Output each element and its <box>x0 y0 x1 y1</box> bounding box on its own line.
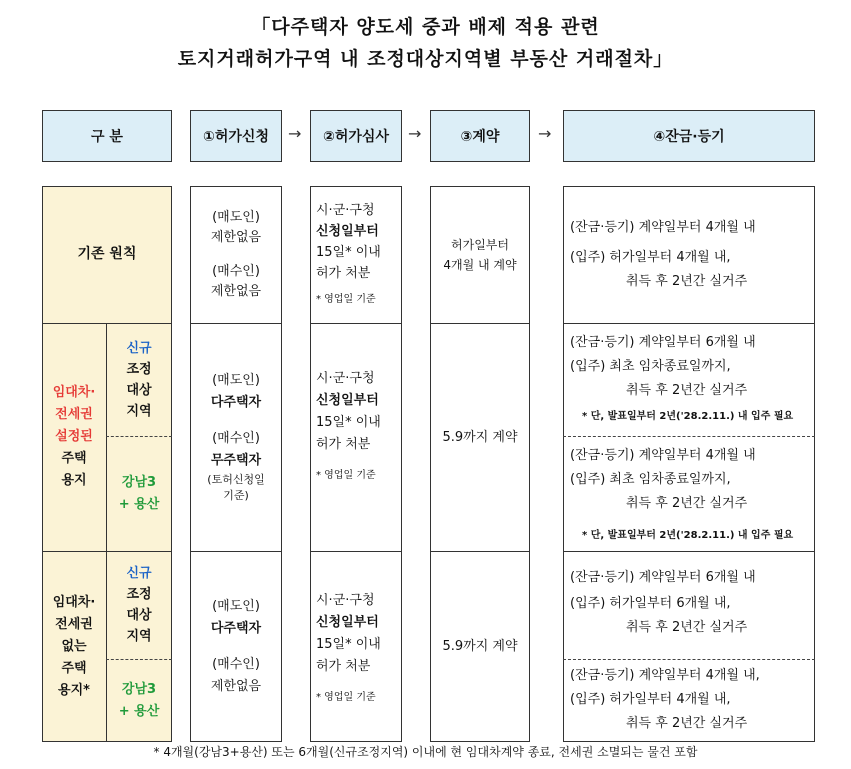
payment-basic: (잔금·등기) 계약일부터 4개월 내 (입주) 허가일부터 4개월 내, 취득 후 2년간 실거주 <box>570 220 756 289</box>
application-leased: (매도인) 다주택자 (매수인) 무주택자 (토허신청일 기준) <box>207 373 265 502</box>
header-step4-payment-registration: ④잔금·등기 <box>563 110 815 162</box>
arrow-icon: → <box>408 124 422 143</box>
subcategory-gangnam-yongsan: 강남3 + 용산 <box>118 474 160 512</box>
subcategory-new-regulated-area: 신규 조정 대상 지역 <box>126 566 152 644</box>
arrow-icon: → <box>538 124 552 143</box>
header-step3-contract: ③계약 <box>430 110 530 162</box>
arrow-icon: → <box>288 124 302 143</box>
review-unleased: 시·군·구청 신청일부터 15일* 이내 허가 처분 * 영업일 기준 <box>316 593 381 703</box>
payment-leased-new-area: (잔금·등기) 계약일부터 6개월 내 (입주) 최초 임차종료일까지, 취득 후 2년간 실거주 * 단, 발표일부터 2년('28.2.11.) 내 입주 필요 <box>570 335 794 422</box>
category-basic-principle: 기존 원칙 <box>77 246 137 262</box>
category-unleased-housing: 임대차· 전세권 없는 주택 용지* <box>52 594 96 698</box>
header-step1-application: ①허가신청 <box>190 110 282 162</box>
payment-unleased-gangnam: (잔금·등기) 계약일부터 4개월 내, (입주) 허가일부터 4개월 내, 취득 후 2년간 실거주 <box>570 668 760 731</box>
review-leased: 시·군·구청 신청일부터 15일* 이내 허가 처분 * 영업일 기준 <box>316 371 381 481</box>
payment-unleased-new-area: (잔금·등기) 계약일부터 6개월 내 (입주) 허가일부터 6개월 내, 취득 후 2년간 실거주 <box>570 570 756 635</box>
document-title-line1: 「다주택자 양도세 중과 배제 적용 관련 <box>251 16 600 38</box>
contract-leased: 5.9까지 계약 <box>442 429 518 445</box>
payment-leased-gangnam: (잔금·등기) 계약일부터 4개월 내 (입주) 최초 임차종료일까지, 취득 후 2년간 실거주 * 단, 발표일부터 2년('28.2.11.) 내 입주 필요 <box>570 448 794 541</box>
application-unleased: (매도인) 다주택자 (매수인) 제한없음 <box>210 598 262 694</box>
header-category: 구 분 <box>42 110 172 162</box>
header-step2-review: ②허가심사 <box>310 110 402 162</box>
review-basic: 시·군·구청 신청일부터 15일* 이내 허가 처분 * 영업일 기준 <box>316 203 381 305</box>
category-leased-housing: 임대차· 전세권 설정된 주택 용지 <box>52 385 96 488</box>
application-basic: (매도인) 제한없음 (매수인) 제한없음 <box>210 209 262 299</box>
footnote: * 4개월(강남3+용산) 또는 6개월(신규조정지역) 이내에 현 임대차계약 종료, 전세권 소멸되는 물건 포함 <box>153 745 698 759</box>
subcategory-new-regulated-area: 신규 조정 대상 지역 <box>126 340 152 419</box>
subcategory-gangnam-yongsan: 강남3 + 용산 <box>118 681 160 719</box>
contract-basic: 허가일부터 4개월 내 계약 <box>443 237 517 272</box>
contract-unleased: 5.9까지 계약 <box>442 639 518 654</box>
document-title-line2: 토지거래허가구역 내 조정대상지역별 부동산 거래절차」 <box>177 48 674 70</box>
